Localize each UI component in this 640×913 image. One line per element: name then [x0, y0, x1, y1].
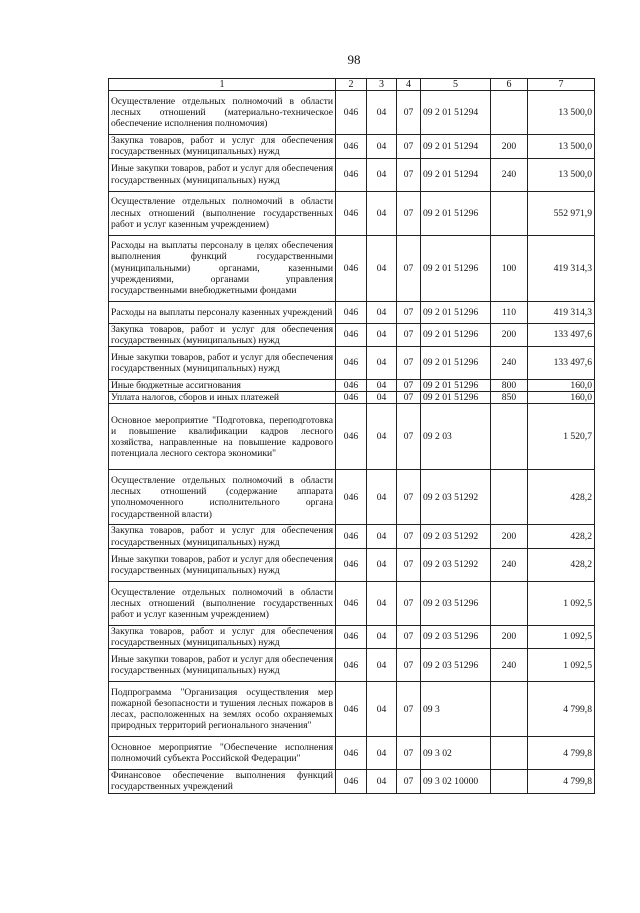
row-subsection: 07	[397, 380, 421, 392]
row-expense-type	[491, 404, 528, 470]
row-ministry-code: 046	[336, 682, 367, 737]
row-name: Финансовое обеспечение выполнения функций государственных учреждений	[109, 770, 336, 793]
row-name: Основное мероприятие "Подготовка, переподготовка и повышение квалификации кадров лесного хозяйства, направленные на повышение кадрового потенциала лесного сектора экономики"	[109, 404, 336, 470]
row-section: 04	[367, 525, 397, 548]
row-section: 04	[367, 737, 397, 770]
row-expense-type	[491, 91, 528, 135]
table-row	[109, 470, 595, 525]
header-col-2: 2	[336, 79, 367, 91]
row-section: 04	[367, 392, 397, 404]
row-amount: 428,2	[528, 470, 595, 525]
row-subsection: 07	[397, 770, 421, 793]
row-amount: 419 314,3	[528, 235, 595, 301]
row-section: 04	[367, 380, 397, 392]
row-subsection: 07	[397, 625, 421, 648]
row-subsection: 07	[397, 737, 421, 770]
row-section: 04	[367, 581, 397, 625]
row-target-article: 09 2 03 51296	[421, 649, 491, 682]
row-expense-type	[491, 770, 528, 793]
row-ministry-code: 046	[336, 323, 367, 346]
row-section: 04	[367, 625, 397, 648]
table-row	[109, 91, 595, 135]
row-amount: 4 799,8	[528, 737, 595, 770]
row-amount: 133 497,6	[528, 347, 595, 380]
row-target-article: 09 2 01 51296	[421, 380, 491, 392]
table-row	[109, 649, 595, 682]
row-target-article: 09 2 03 51292	[421, 548, 491, 581]
row-amount: 1 520,7	[528, 404, 595, 470]
row-ministry-code: 046	[336, 470, 367, 525]
row-section: 04	[367, 548, 397, 581]
row-expense-type: 200	[491, 323, 528, 346]
row-name: Иные закупки товаров, работ и услуг для обеспечения государственных (муниципальных) нужд	[109, 548, 336, 581]
row-subsection: 07	[397, 392, 421, 404]
row-expense-type: 240	[491, 548, 528, 581]
row-amount: 133 497,6	[528, 323, 595, 346]
budget-table	[108, 78, 595, 794]
row-section: 04	[367, 404, 397, 470]
header-col-7: 7	[528, 79, 595, 91]
table-row	[109, 235, 595, 301]
table-row	[109, 301, 595, 323]
row-target-article: 09 2 01 51296	[421, 191, 491, 235]
table-row	[109, 548, 595, 581]
row-name: Расходы на выплаты персоналу в целях обеспечения выполнения функций государственными (муниципальными) органами, казенными учреждениями, органами управления государственными внебюджетными фондами	[109, 235, 336, 301]
row-target-article: 09 2 03 51292	[421, 525, 491, 548]
row-name: Закупка товаров, работ и услуг для обеспечения государственных (муниципальных) нужд	[109, 323, 336, 346]
row-expense-type: 850	[491, 392, 528, 404]
row-target-article: 09 2 01 51294	[421, 158, 491, 191]
row-amount: 4 799,8	[528, 682, 595, 737]
row-ministry-code: 046	[336, 649, 367, 682]
row-ministry-code: 046	[336, 191, 367, 235]
row-target-article: 09 2 01 51296	[421, 301, 491, 323]
row-name: Основное мероприятие "Обеспечение исполнения полномочий субъекта Российской Федерации"	[109, 737, 336, 770]
row-expense-type: 800	[491, 380, 528, 392]
row-ministry-code: 046	[336, 135, 367, 158]
row-section: 04	[367, 470, 397, 525]
row-section: 04	[367, 770, 397, 793]
row-expense-type	[491, 737, 528, 770]
row-name: Иные закупки товаров, работ и услуг для обеспечения государственных (муниципальных) нужд	[109, 649, 336, 682]
row-subsection: 07	[397, 470, 421, 525]
table-row	[109, 737, 595, 770]
row-ministry-code: 046	[336, 404, 367, 470]
row-expense-type	[491, 682, 528, 737]
row-amount: 428,2	[528, 525, 595, 548]
row-target-article: 09 3 02 10000	[421, 770, 491, 793]
row-target-article: 09 2 01 51296	[421, 392, 491, 404]
header-col-6: 6	[491, 79, 528, 91]
row-subsection: 07	[397, 347, 421, 380]
row-name: Осуществление отдельных полномочий в области лесных отношений (выполнение государственных работ и услуг казенным учреждением)	[109, 581, 336, 625]
row-expense-type: 100	[491, 235, 528, 301]
row-subsection: 07	[397, 649, 421, 682]
row-ministry-code: 046	[336, 301, 367, 323]
row-name: Иные бюджетные ассигнования	[109, 380, 336, 392]
header-col-3: 3	[367, 79, 397, 91]
row-name: Закупка товаров, работ и услуг для обеспечения государственных (муниципальных) нужд	[109, 135, 336, 158]
row-target-article: 09 2 03	[421, 404, 491, 470]
table-row	[109, 158, 595, 191]
row-target-article: 09 2 03 51296	[421, 581, 491, 625]
row-expense-type	[491, 470, 528, 525]
row-expense-type: 240	[491, 158, 528, 191]
row-expense-type: 240	[491, 347, 528, 380]
row-name: Осуществление отдельных полномочий в области лесных отношений (выполнение государственных работ и услуг казенным учреждением)	[109, 191, 336, 235]
row-amount: 13 500,0	[528, 158, 595, 191]
row-section: 04	[367, 191, 397, 235]
row-target-article: 09 2 03 51292	[421, 470, 491, 525]
table-row	[109, 581, 595, 625]
row-subsection: 07	[397, 301, 421, 323]
row-subsection: 07	[397, 135, 421, 158]
row-subsection: 07	[397, 548, 421, 581]
row-amount: 552 971,9	[528, 191, 595, 235]
row-section: 04	[367, 135, 397, 158]
row-ministry-code: 046	[336, 625, 367, 648]
row-expense-type	[491, 191, 528, 235]
row-expense-type: 200	[491, 525, 528, 548]
row-ministry-code: 046	[336, 525, 367, 548]
table-row	[109, 323, 595, 346]
row-section: 04	[367, 649, 397, 682]
row-amount: 13 500,0	[528, 135, 595, 158]
row-name: Расходы на выплаты персоналу казенных учреждений	[109, 301, 336, 323]
row-subsection: 07	[397, 191, 421, 235]
row-amount: 160,0	[528, 392, 595, 404]
table-row	[109, 525, 595, 548]
row-name: Иные закупки товаров, работ и услуг для обеспечения государственных (муниципальных) нужд	[109, 347, 336, 380]
row-name: Осуществление отдельных полномочий в области лесных отношений (материально-техническое обеспечение исполнения полномочия)	[109, 91, 336, 135]
row-subsection: 07	[397, 91, 421, 135]
row-ministry-code: 046	[336, 158, 367, 191]
row-amount: 13 500,0	[528, 91, 595, 135]
header-col-4: 4	[397, 79, 421, 91]
row-amount: 428,2	[528, 548, 595, 581]
row-ministry-code: 046	[336, 235, 367, 301]
row-name: Закупка товаров, работ и услуг для обеспечения государственных (муниципальных) нужд	[109, 625, 336, 648]
row-amount: 160,0	[528, 380, 595, 392]
row-target-article: 09 2 03 51296	[421, 625, 491, 648]
row-ministry-code: 046	[336, 737, 367, 770]
table-row	[109, 347, 595, 380]
table-row	[109, 682, 595, 737]
row-name: Уплата налогов, сборов и иных платежей	[109, 392, 336, 404]
row-ministry-code: 046	[336, 347, 367, 380]
table-body	[109, 91, 595, 793]
row-ministry-code: 046	[336, 770, 367, 793]
row-subsection: 07	[397, 235, 421, 301]
row-ministry-code: 046	[336, 548, 367, 581]
row-subsection: 07	[397, 581, 421, 625]
row-target-article: 09 2 01 51294	[421, 135, 491, 158]
row-section: 04	[367, 323, 397, 346]
row-target-article: 09 2 01 51296	[421, 347, 491, 380]
table-row	[109, 135, 595, 158]
header-col-1: 1	[109, 79, 336, 91]
row-subsection: 07	[397, 525, 421, 548]
row-ministry-code: 046	[336, 91, 367, 135]
row-expense-type	[491, 581, 528, 625]
table-row	[109, 191, 595, 235]
row-name: Подпрограмма "Организация осуществления мер пожарной безопасности и тушения лесных пожаров в лесах, расположенных на землях особо охраняемых природных территорий регионального значения"	[109, 682, 336, 737]
table-row	[109, 380, 595, 392]
row-expense-type: 240	[491, 649, 528, 682]
row-section: 04	[367, 235, 397, 301]
row-target-article: 09 2 01 51294	[421, 91, 491, 135]
row-target-article: 09 3	[421, 682, 491, 737]
row-expense-type: 110	[491, 301, 528, 323]
row-amount: 1 092,5	[528, 625, 595, 648]
row-section: 04	[367, 347, 397, 380]
table-row	[109, 392, 595, 404]
row-subsection: 07	[397, 404, 421, 470]
row-section: 04	[367, 91, 397, 135]
row-amount: 419 314,3	[528, 301, 595, 323]
row-target-article: 09 2 01 51296	[421, 235, 491, 301]
row-subsection: 07	[397, 323, 421, 346]
row-amount: 1 092,5	[528, 649, 595, 682]
row-section: 04	[367, 682, 397, 737]
row-section: 04	[367, 301, 397, 323]
row-name: Осуществление отдельных полномочий в области лесных отношений (содержание аппарата уполномоченного исполнительного органа государственной власти)	[109, 470, 336, 525]
row-ministry-code: 046	[336, 581, 367, 625]
row-name: Иные закупки товаров, работ и услуг для обеспечения государственных (муниципальных) нужд	[109, 158, 336, 191]
row-subsection: 07	[397, 158, 421, 191]
table-row	[109, 770, 595, 793]
table-row	[109, 625, 595, 648]
table-header-row	[109, 79, 595, 91]
row-amount: 4 799,8	[528, 770, 595, 793]
row-subsection: 07	[397, 682, 421, 737]
table-row	[109, 404, 595, 470]
row-name: Закупка товаров, работ и услуг для обеспечения государственных (муниципальных) нужд	[109, 525, 336, 548]
row-section: 04	[367, 158, 397, 191]
row-target-article: 09 2 01 51296	[421, 323, 491, 346]
row-target-article: 09 3 02	[421, 737, 491, 770]
row-expense-type: 200	[491, 135, 528, 158]
row-amount: 1 092,5	[528, 581, 595, 625]
header-col-5: 5	[421, 79, 491, 91]
row-ministry-code: 046	[336, 380, 367, 392]
page-number: 98	[347, 52, 361, 67]
row-expense-type: 200	[491, 625, 528, 648]
row-ministry-code: 046	[336, 392, 367, 404]
